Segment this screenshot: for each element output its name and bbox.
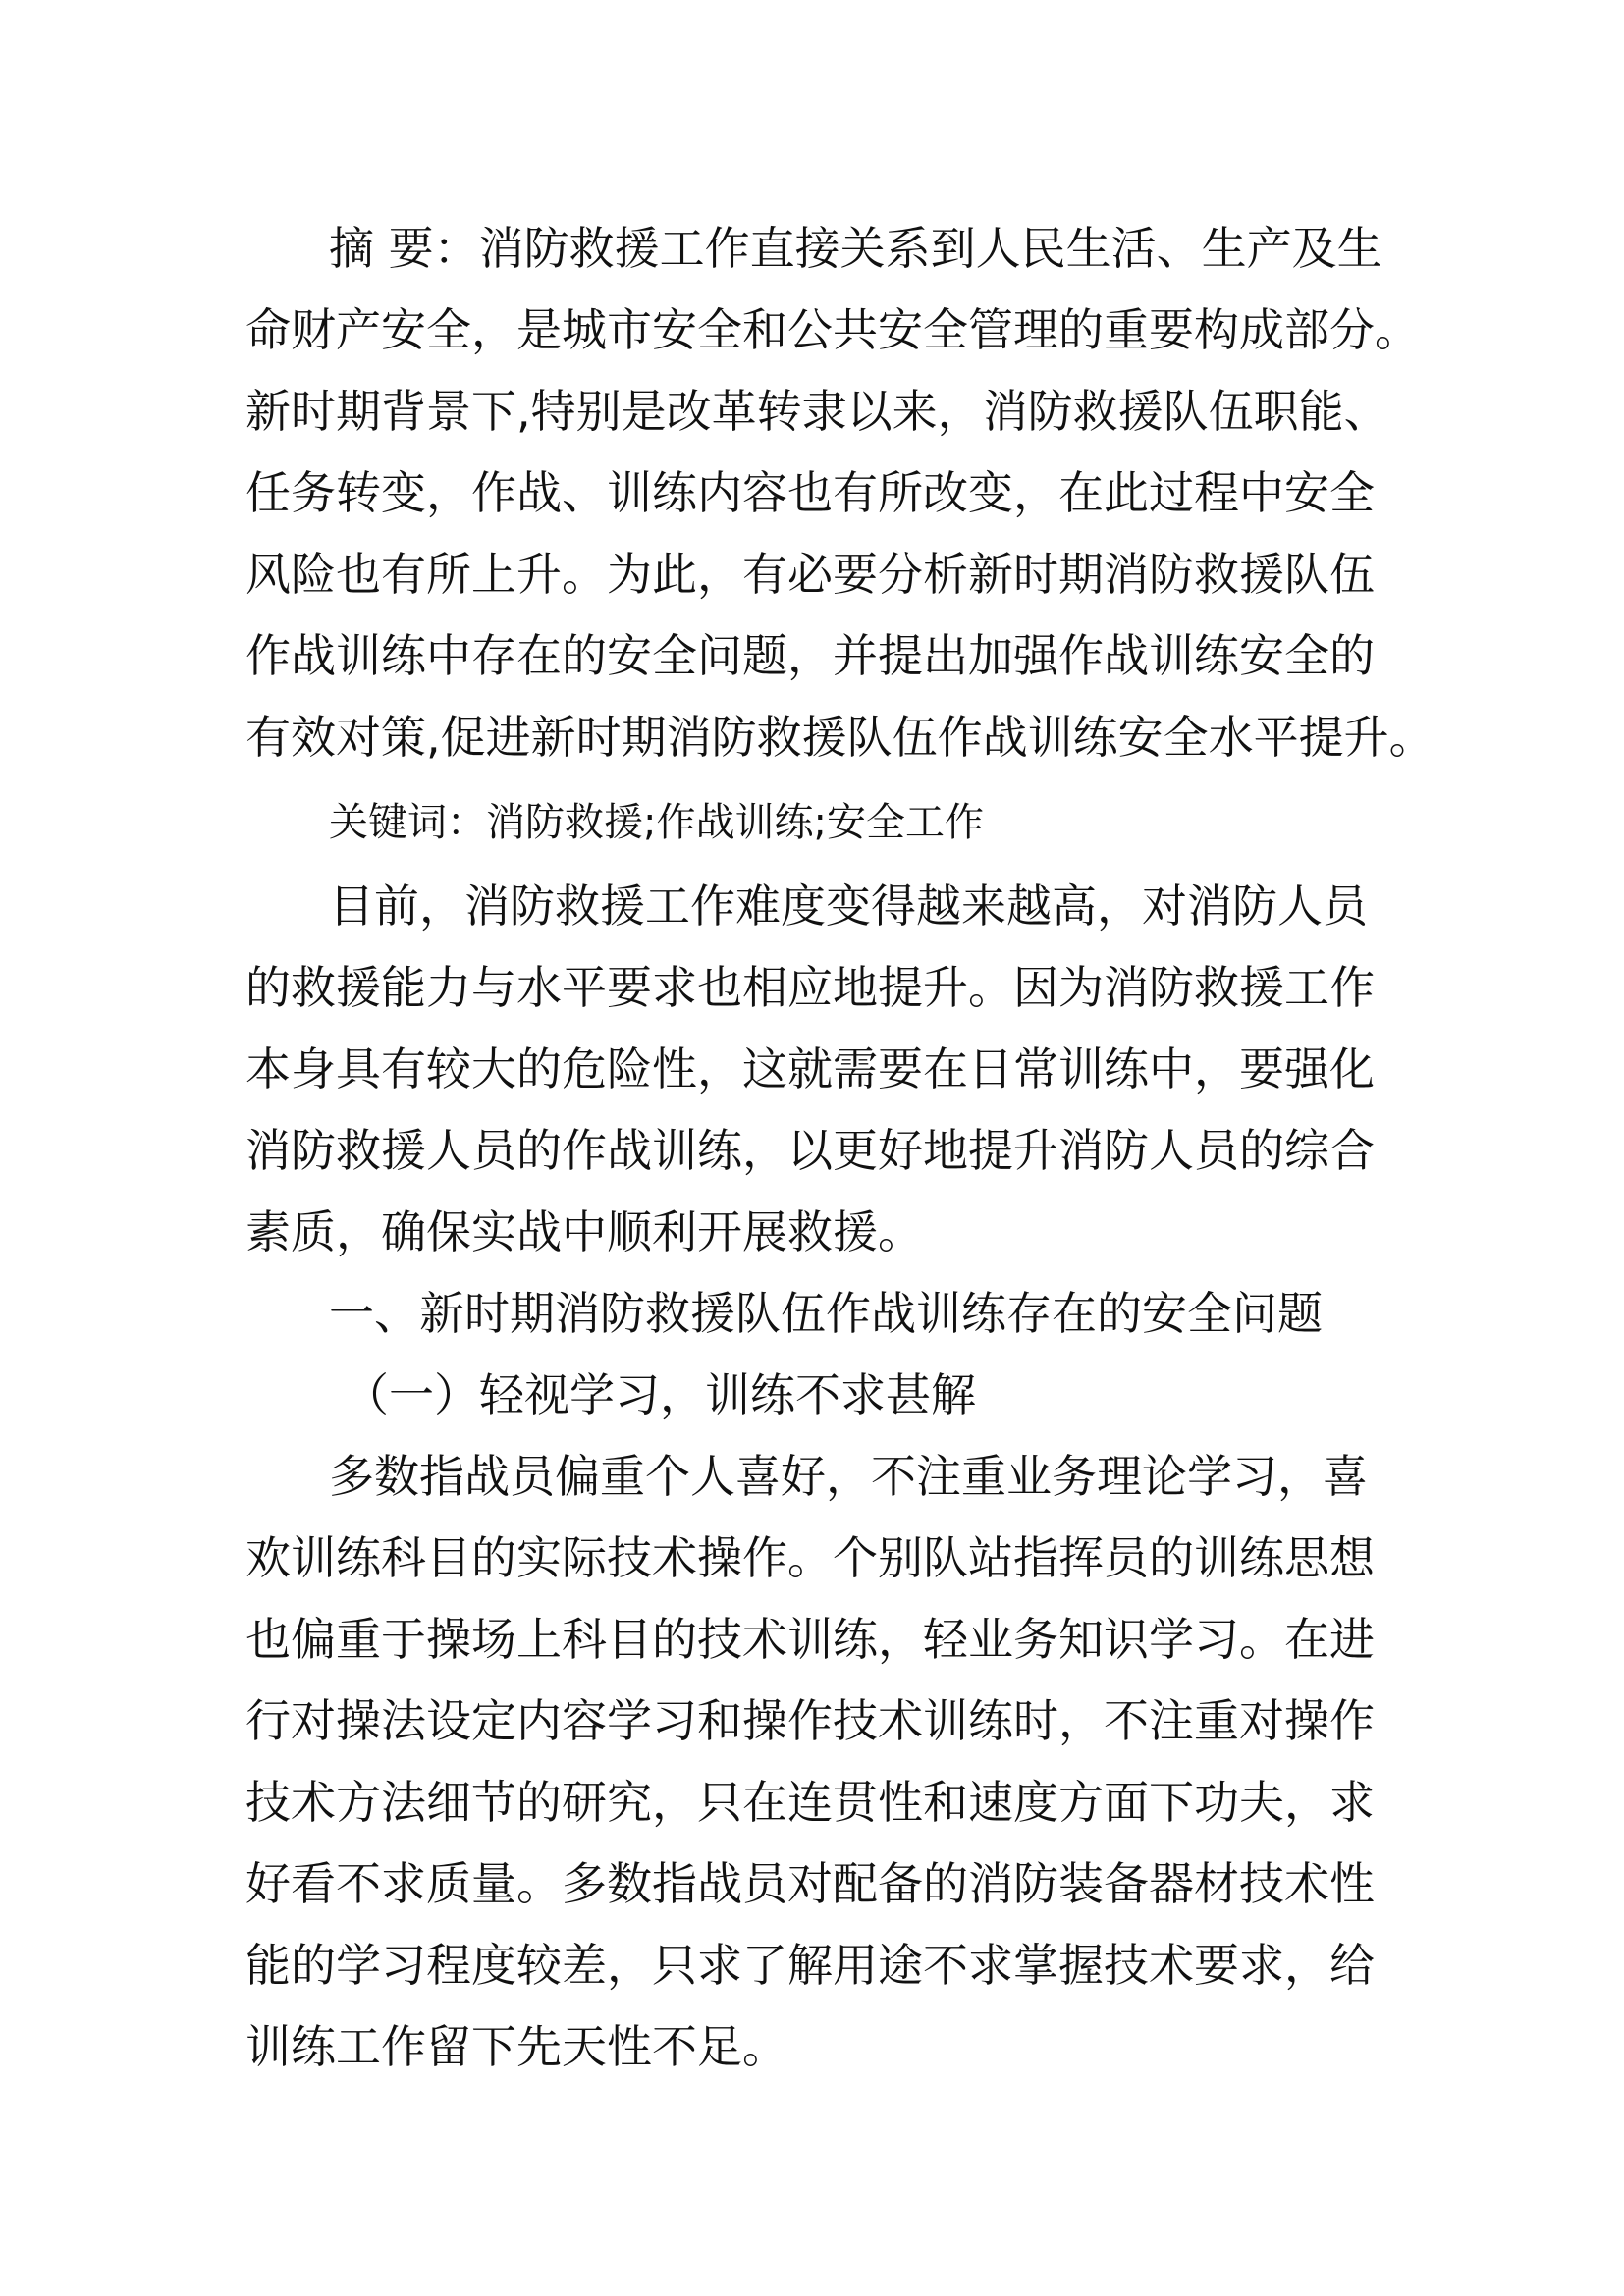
section-heading: 一、新时期消防救援队伍作战训练存在的安全问题 xyxy=(329,1287,1323,1340)
body-line-3: 也偏重于操场上科目的技术训练，轻业务知识学习。在进 xyxy=(245,1613,1375,1666)
abstract-line-7: 有效对策,促进新时期消防救援队伍作战训练安全水平提升。 xyxy=(245,711,1435,764)
intro-line-4: 消防救援人员的作战训练，以更好地提升消防人员的综合 xyxy=(245,1124,1375,1177)
abstract-line-6: 作战训练中存在的安全问题，并提出加强作战训练安全的 xyxy=(245,629,1375,682)
intro-line-1: 目前，消防救援工作难度变得越来越高，对消防人员 xyxy=(329,880,1368,933)
body-line-4: 行对操法设定内容学习和操作技术训练时，不注重对操作 xyxy=(245,1694,1375,1747)
body-line-6: 好看不求质量。多数指战员对配备的消防装备器材技术性 xyxy=(245,1857,1375,1910)
intro-line-2: 的救援能力与水平要求也相应地提升。因为消防救援工作 xyxy=(245,961,1375,1014)
abstract-line-1: 摘 要：消防救援工作直接关系到人民生活、生产及生 xyxy=(329,222,1382,275)
keywords-line: 关键词：消防救援;作战训练;安全工作 xyxy=(329,800,984,845)
abstract-line-2: 命财产安全，是城市安全和公共安全管理的重要构成部分。 xyxy=(245,303,1420,356)
body-line-1: 多数指战员偏重个人喜好，不注重业务理论学习，喜 xyxy=(329,1450,1368,1503)
body-line-5: 技术方法细节的研究，只在连贯性和速度方面下功夫，求 xyxy=(245,1776,1375,1829)
intro-line-3: 本身具有较大的危险性，这就需要在日常训练中，要强化 xyxy=(245,1042,1375,1095)
intro-line-5: 素质，确保实战中顺利开展救援。 xyxy=(245,1205,923,1258)
body-line-2: 欢训练科目的实际技术操作。个别队站指挥员的训练思想 xyxy=(245,1531,1375,1584)
body-line-8: 训练工作留下先天性不足。 xyxy=(245,2020,787,2073)
abstract-line-3: 新时期背景下,特别是改革转隶以来，消防救援队伍职能、 xyxy=(245,385,1389,438)
abstract-line-5: 风险也有所上升。为此，有必要分析新时期消防救援队伍 xyxy=(245,548,1375,601)
abstract-line-4: 任务转变，作战、训练内容也有所改变，在此过程中安全 xyxy=(245,466,1375,519)
subsection-heading: （一）轻视学习，训练不求甚解 xyxy=(344,1368,976,1421)
body-line-7: 能的学习程度较差，只求了解用途不求掌握技术要求，给 xyxy=(245,1939,1375,1992)
